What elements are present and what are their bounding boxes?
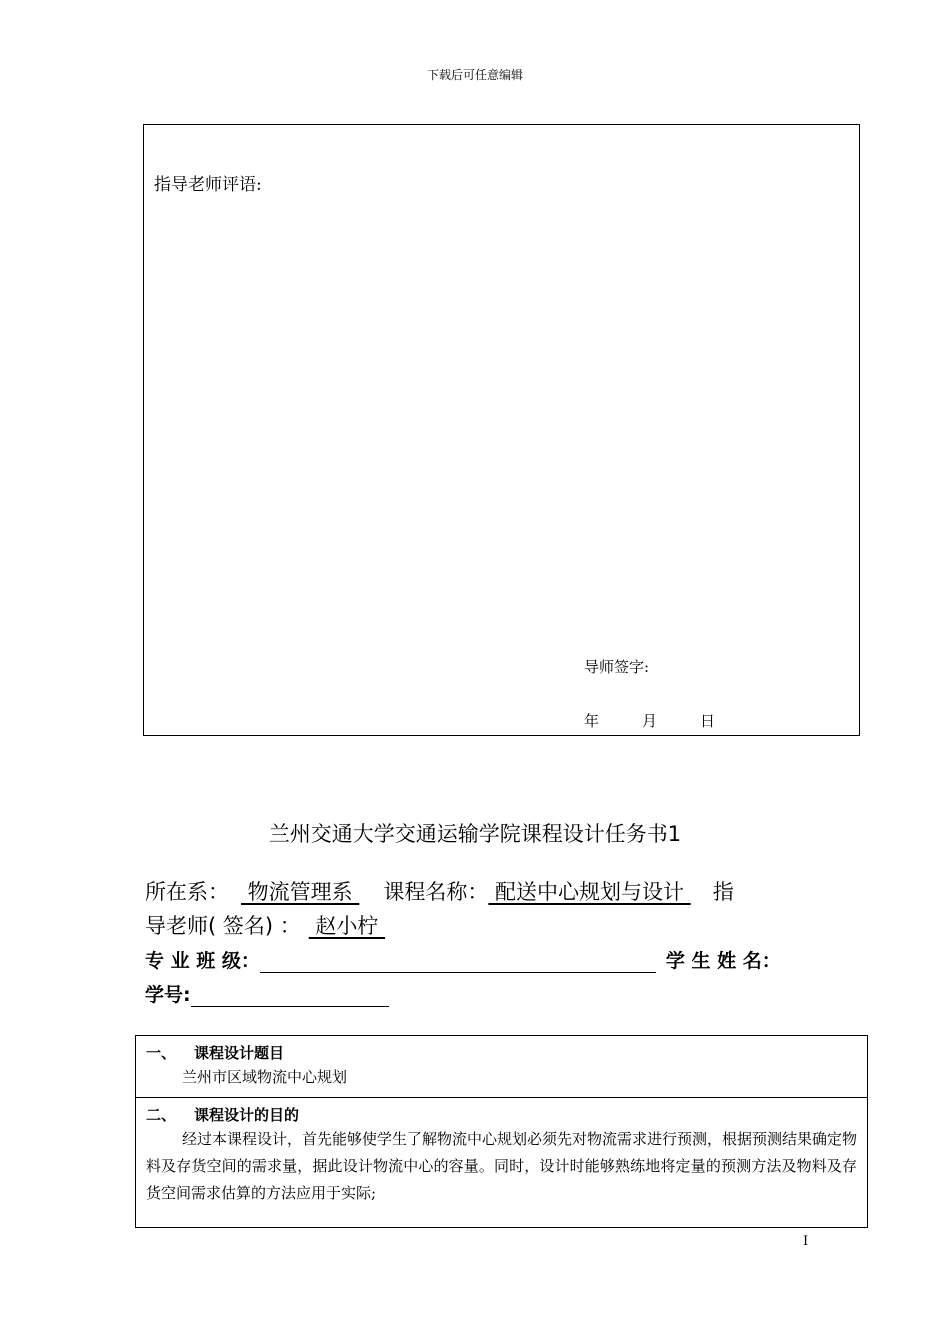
student-name-label: 学 生 姓 名：	[665, 950, 781, 972]
student-id-label: 学号:	[145, 984, 191, 1006]
page-number: I	[803, 1234, 809, 1249]
teacher-signature-label: 导师签字:	[584, 658, 650, 676]
section-purpose-title: 课程设计的目的	[194, 1106, 300, 1124]
document-title: 兰州交通大学交通运输学院课程设计任务书1	[268, 822, 682, 846]
class-blank-line	[260, 952, 656, 973]
info-line-4	[145, 980, 389, 1007]
task-table	[135, 1035, 868, 1228]
teacher-comment-label: 指导老师评语:	[154, 175, 262, 195]
teacher-value: 赵小柠	[308, 914, 386, 938]
info-line-3	[145, 946, 781, 973]
info-line-2	[145, 910, 385, 940]
info-line-1	[145, 876, 734, 906]
teacher-label-start: 指	[712, 880, 734, 904]
section-topic-body: 兰州市区域物流中心规划	[182, 1068, 348, 1086]
section-topic	[136, 1036, 867, 1098]
date-day-label: 日	[700, 712, 716, 730]
date-year-label: 年	[584, 712, 600, 730]
date-month-label: 月	[642, 712, 658, 730]
section-purpose-heading	[146, 1104, 857, 1126]
teacher-comment-box	[143, 124, 860, 736]
signature-date-row	[584, 710, 715, 731]
student-id-blank-line	[191, 986, 389, 1007]
class-label: 专 业 班 级：	[145, 950, 260, 972]
section-purpose	[136, 1098, 867, 1227]
page-header-note: 下载后可任意编辑	[426, 68, 523, 82]
section-topic-number: 一、	[146, 1044, 177, 1062]
section-topic-title: 课程设计题目	[194, 1044, 285, 1062]
dept-value: 物流管理系	[241, 880, 360, 904]
dept-label: 所在系：	[145, 880, 229, 904]
section-topic-heading	[146, 1042, 857, 1064]
section-purpose-number: 二、	[146, 1106, 177, 1124]
teacher-label: 导老师( 签名) ：	[145, 914, 301, 938]
section-purpose-body: 经过本课程设计，首先能够使学生了解物流中心规划必须先对物流需求进行预测，根据预测结果确定物料及存货空间的需求量，据此设计物流中心的容量。同时，设计时能够熟练地将定量的预测方法及物料及存货空间需求估算的方法应用于实际;	[146, 1130, 858, 1202]
course-label: 课程名称：	[383, 880, 489, 904]
course-value: 配送中心规划与设计	[488, 880, 691, 904]
